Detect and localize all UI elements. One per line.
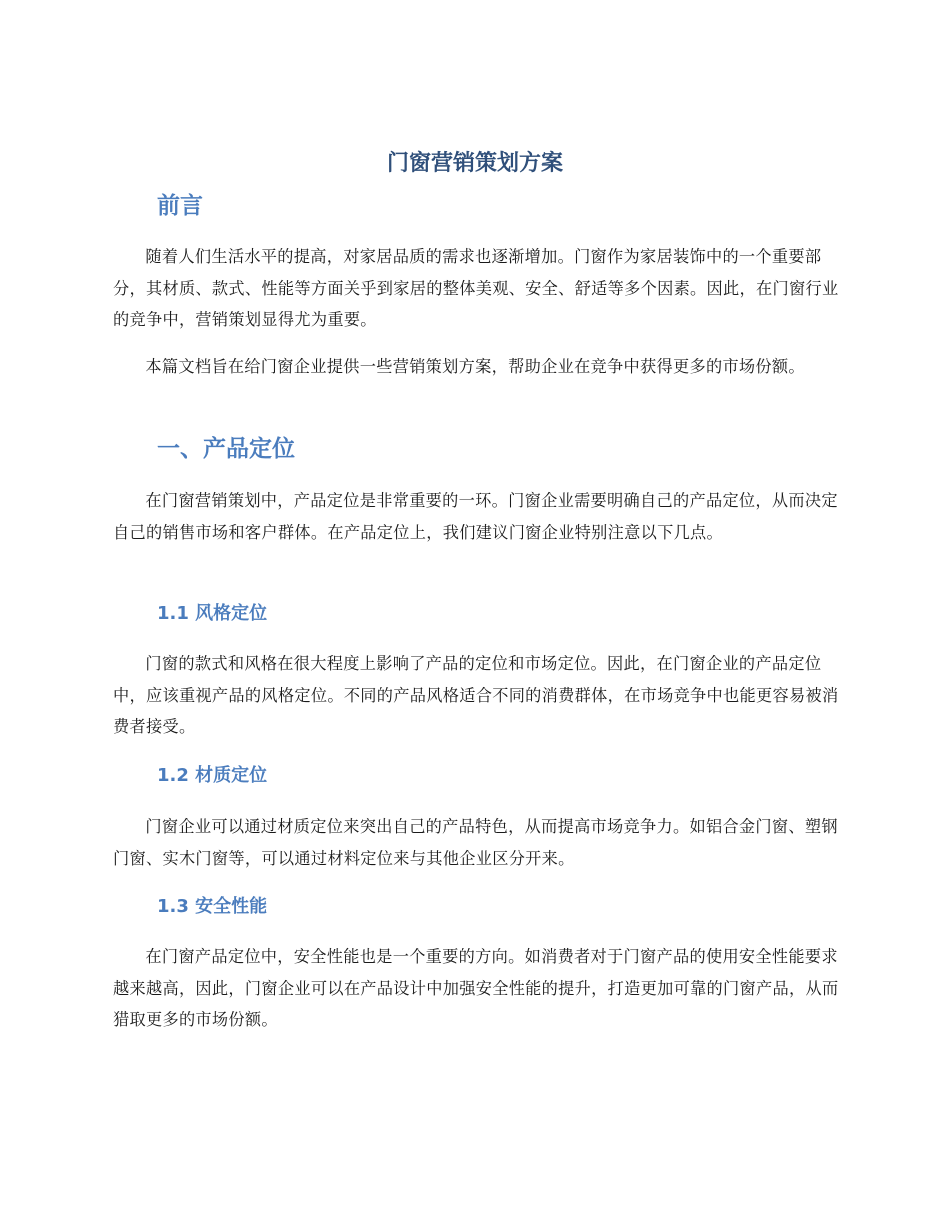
style-positioning-paragraph: 门窗的款式和风格在很大程度上影响了产品的定位和市场定位。因此，在门窗企业的产品定位中，应该重视产品的风格定位。不同的产品风格适合不同的消费群体，在市场竞争中也能更容易被消费者接受。: [113, 654, 839, 736]
section-heading-product-positioning: 一、产品定位: [157, 436, 295, 462]
document-title: 门窗营销策划方案: [386, 151, 563, 176]
product-positioning-paragraph: 在门窗营销策划中，产品定位是非常重要的一环。门窗企业需要明确自己的产品定位，从而决定自己的销售市场和客户群体。在产品定位上，我们建议门窗企业特别注意以下几点。: [113, 491, 838, 542]
preface-paragraph-1: 随着人们生活水平的提高，对家居品质的需求也逐渐增加。门窗作为家居装饰中的一个重要部分，其材质、款式、性能等方面关乎到家居的整体美观、安全、舒适等多个因素。因此，在门窗行业的竞争中，营销策划显得尤为重要。: [113, 247, 839, 329]
section-heading-preface: 前言: [157, 193, 203, 219]
safety-performance-paragraph: 在门窗产品定位中，安全性能也是一个重要的方向。如消费者对于门窗产品的使用安全性能要求越来越高，因此，门窗企业可以在产品设计中加强安全性能的提升，打造更加可靠的门窗产品，从而猎取更多的市场份额。: [113, 947, 839, 1029]
material-positioning-paragraph: 门窗企业可以通过材质定位来突出自己的产品特色，从而提高市场竞争力。如铝合金门窗、塑钢门窗、实木门窗等，可以通过材料定位来与其他企业区分开来。: [113, 817, 838, 868]
subsection-heading-safety: 1.3 安全性能: [157, 896, 268, 917]
subsection-heading-style: 1.1 风格定位: [157, 603, 268, 624]
subsection-heading-material: 1.2 材质定位: [157, 765, 268, 786]
preface-paragraph-2: 本篇文档旨在给门窗企业提供一些营销策划方案，帮助企业在竞争中获得更多的市场份额。: [145, 357, 805, 376]
